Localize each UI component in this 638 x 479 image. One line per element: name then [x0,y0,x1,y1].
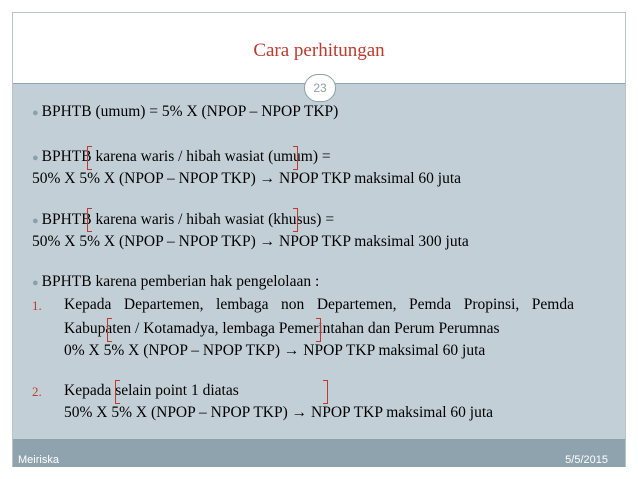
bullet-icon: ● [32,215,39,227]
list-item-1-line-3: 0% X 5% X (NPOP – NPOP TKP) → NPOP TKP maksimal 60 juta [64,342,486,359]
bracket-mark [107,318,112,342]
bracket-mark [87,146,92,170]
list-item-1-line-2: Kabupaten / Kotamadya, lembaga Pemerintahan dan Perum Perumnas [64,320,500,337]
list-number-2: 2. [32,384,42,399]
bracket-mark [293,146,298,170]
bullet-line-4 [32,273,319,291]
footer-author: Meiriska [18,454,59,466]
list-number-1: 1. [32,298,42,313]
list-item-2-line-1: Kepada selain point 1 diatas [64,382,239,399]
page-number-badge: 23 [304,74,336,102]
bullet-line-1 [32,103,338,121]
bullet-icon: ● [32,277,39,289]
bullet-text-1: BPHTB (umum) = 5% X (NPOP – NPOP TKP) [41,103,339,120]
bullet-icon: ● [32,152,39,164]
bullet-line-2 [32,148,331,166]
list-item-2-line-2: 50% X 5% X (NPOP – NPOP TKP) → NPOP TKP maksimal 60 juta [64,404,494,421]
bracket-mark [323,380,328,404]
slide-title: Cara perhitungan [253,40,385,61]
footer-date: 5/5/2015 [565,454,608,466]
bracket-mark [115,380,120,404]
bracket-mark [293,208,298,232]
slide-footer [13,439,625,467]
formula-line-1: 50% X 5% X (NPOP – NPOP TKP) → NPOP TKP maksimal 60 juta [32,170,462,187]
formula-line-2: 50% X 5% X (NPOP – NPOP TKP) → NPOP TKP maksimal 300 juta [32,233,469,250]
bullet-line-3 [32,211,334,229]
bullet-icon: ● [32,107,39,119]
bracket-mark [316,318,321,342]
bullet-text-2: BPHTB karena waris / hibah wasiat (umum) = [41,148,331,165]
bracket-mark [87,208,92,232]
list-item-1-line-1: Kepada Departemen, lembaga non Departemen, Pemda Propinsi, Pemda [64,296,574,313]
bullet-text-3: BPHTB karena waris / hibah wasiat (khusus) = [41,211,335,228]
bullet-text-4: BPHTB karena pemberian hak pengelolaan : [41,273,320,290]
